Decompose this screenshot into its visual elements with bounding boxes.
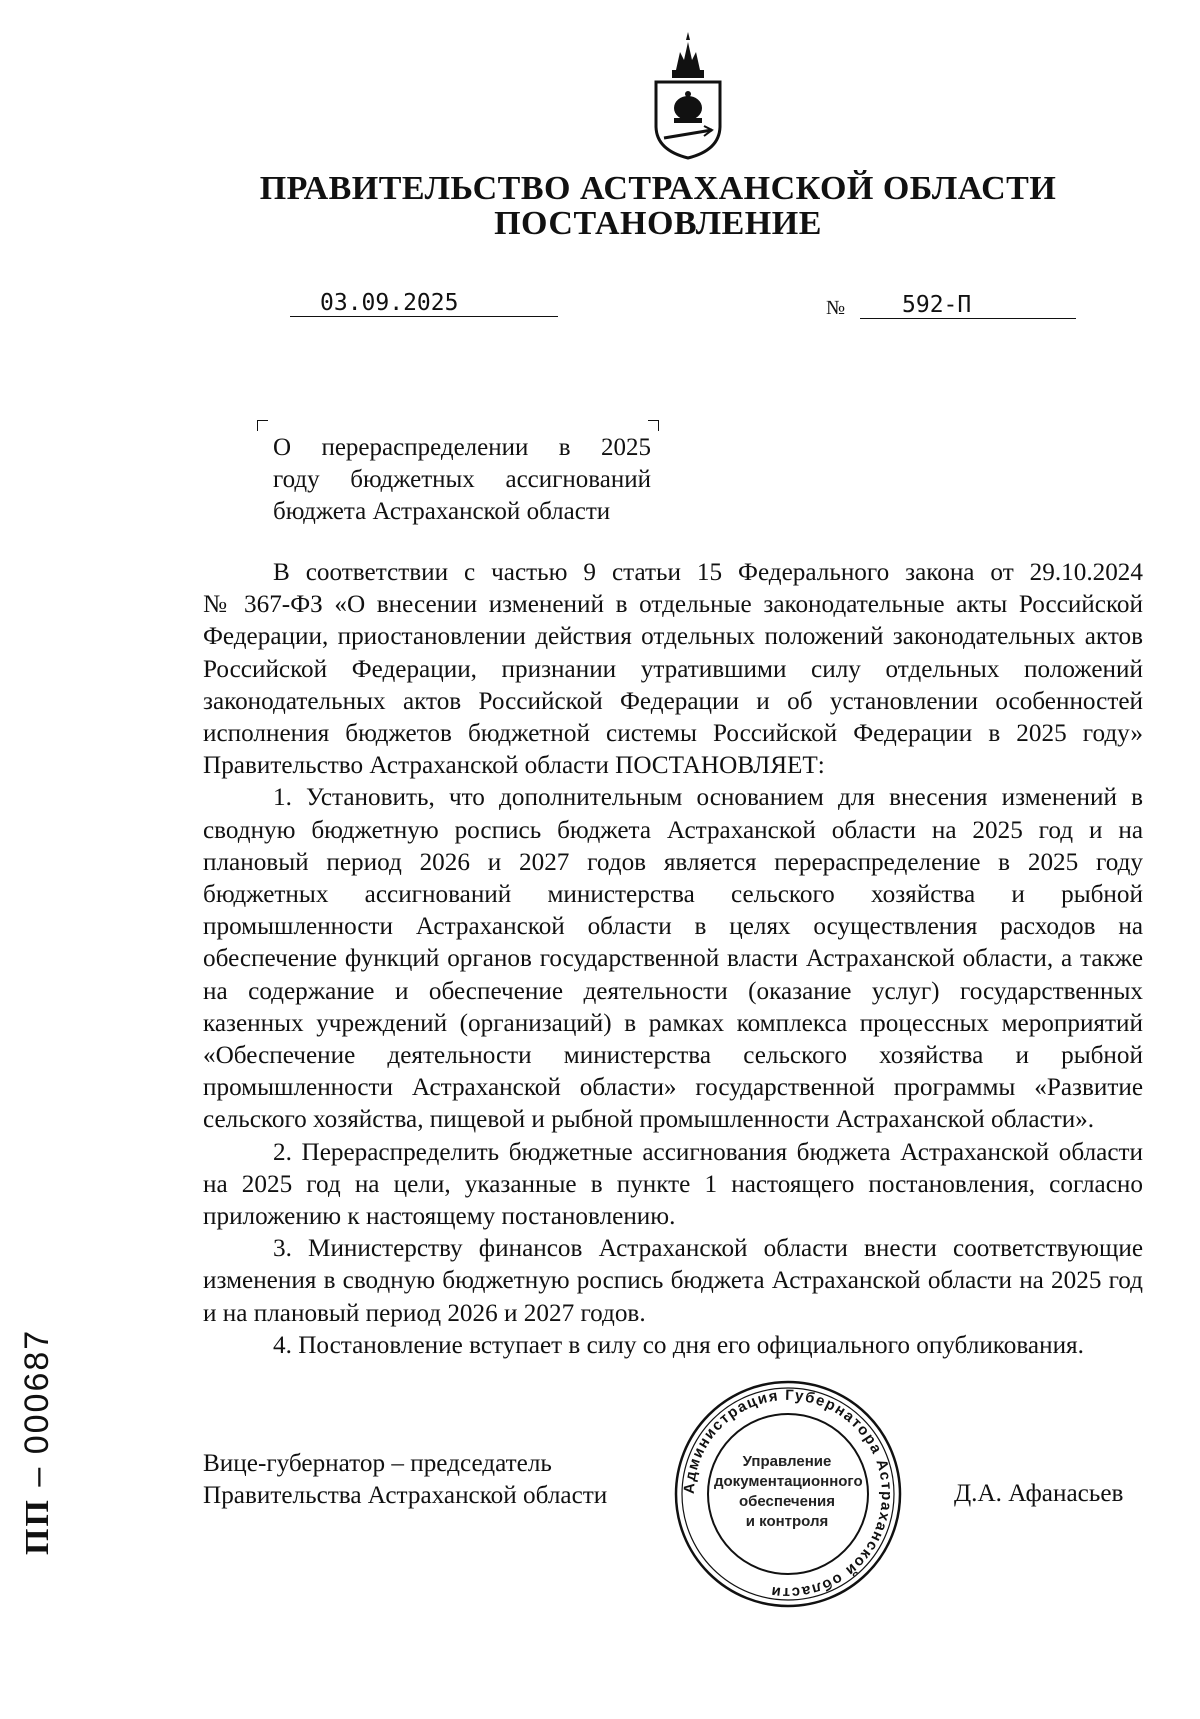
subject-line: бюджета Астраханской области <box>273 498 611 525</box>
signatory-position <box>203 1448 643 1512</box>
document-number: 592-П <box>902 292 972 318</box>
stamp-center-text <box>714 1452 863 1532</box>
resolution-item-2: 2. Перераспределить бюджетные ассигнования бюджета Астраханской области на 2025 год на цели, указанные в пункте 1 настоящего постановления, согласно приложению к настоящему постановлению. <box>203 1138 1143 1231</box>
number-underline <box>860 318 1076 319</box>
form-serial-mark <box>18 1329 57 1555</box>
signatory-name: Д.А. Афанасьев <box>954 1480 1124 1507</box>
stamp-center-line: обеспечения <box>738 1493 836 1510</box>
stamp-center-line: Управление <box>742 1453 832 1470</box>
preamble-paragraph: В соответствии с частью 9 статьи 15 Федерального закона от 29.10.2024 <box>273 559 1143 586</box>
stamp-center-line: документационного <box>714 1473 863 1490</box>
subject-bracket-left <box>257 420 268 431</box>
form-serial-number: 000687 <box>18 1328 56 1455</box>
document-type-title: ПОСТАНОВЛЕНИЕ <box>494 205 822 242</box>
signatory-position-line: Вице-губернатор – председатель <box>203 1450 552 1477</box>
form-serial-dash: – <box>18 1454 56 1499</box>
stamp-ring-text: Администрация Губернатора Астраханской области <box>680 1386 896 1602</box>
preamble-continuation: № 367-ФЗ «О внесении изменений в отдельные законодательные акты Российской Федерации, приостановлении действия отдельных положений законодательных актов Российской Федерации, признании утратившими силу отдельных положений законодательных актов Российской Федерации и об установлении особенностей исполнения бюджетов бюджетной системы Российской Федерации в 2025 году» Правительство Астраханской области ПОСТАНОВЛЯЕТ: <box>203 591 1143 780</box>
document-body <box>203 557 1143 1362</box>
resolution-item-3: 3. Министерству финансов Астраханской области внести соответствующие изменения в сводную бюджетную роспись бюджета Астраханской области на 2025 год и на плановый период 2026 и 2027 годов. <box>203 1235 1143 1327</box>
document-date: 03.09.2025 <box>320 290 459 316</box>
government-title: ПРАВИТЕЛЬСТВО АСТРАХАНСКОЙ ОБЛАСТИ <box>259 170 1057 207</box>
form-series: ПП <box>19 1498 56 1555</box>
coat-of-arms-emblem <box>646 30 730 160</box>
stamp-center-line: и контроля <box>745 1513 829 1530</box>
date-underline <box>290 316 558 317</box>
subject-line: году бюджетных ассигнований <box>273 466 651 493</box>
resolution-item-1: 1. Установить, что дополнительным основанием для внесения изменений в сводную бюджетную роспись бюджета Астраханской области на 2025 год и на плановый период 2026 и 2027 годов является перераспределение в 2025 году бюджетных ассигнований министерства сельского хозяйства и рыбной промышленности Астраханской области в целях осуществления расходов на обеспечение функций органов государственной власти Астраханской области, а также на содержание и обеспечение деятельности (оказание услуг) государственных казенных учреждений (организаций) в рамках комплекса процессных мероприятий «Обеспечение деятельности министерства сельского хозяйства и рыбной промышленности Астраханской области» государственной программы «Развитие сельского хозяйства, пищевой и рыбной промышленности Астраханской области». <box>203 784 1143 1134</box>
subject-line: О перераспределении в 2025 <box>273 434 651 461</box>
resolution-item-4: 4. Постановление вступает в силу со дня его официального опубликования. <box>273 1331 1084 1359</box>
signatory-position-line: Правительства Астраханской области <box>203 1482 608 1509</box>
number-sign: № <box>826 297 846 319</box>
subject-bracket-right <box>648 420 659 431</box>
document-subject <box>273 432 651 528</box>
